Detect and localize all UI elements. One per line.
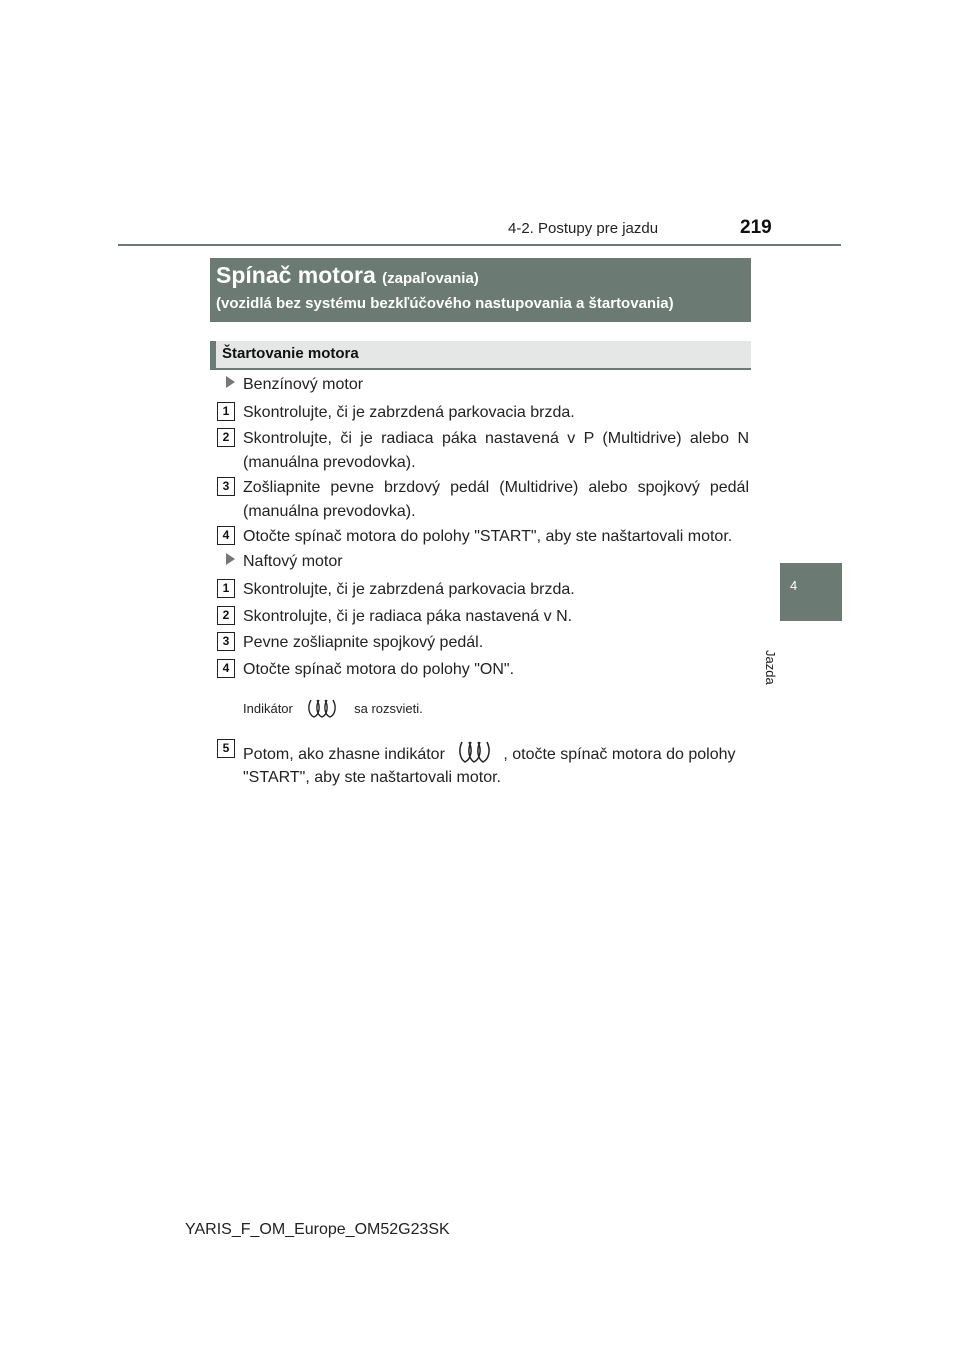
- diesel-step-1-number: 1: [217, 579, 235, 598]
- diesel-step-3-text: Pevne zošliapnite spojkový pedál.: [243, 634, 484, 651]
- page-title-qualifier: (vozidlá bez systému bezkľúčového nastupovania a štartovania): [216, 295, 674, 312]
- page-title-main: Spínač motora: [216, 262, 376, 288]
- header-divider: [118, 244, 841, 246]
- petrol-step-1-number: 1: [217, 402, 235, 421]
- chapter-label: Jazda: [763, 650, 778, 685]
- chapter-number: 4: [790, 578, 798, 593]
- page-title-sub: (zapaľovania): [382, 270, 479, 287]
- diesel-heading: Naftový motor: [226, 553, 343, 571]
- diesel-step-1-text: Skontrolujte, či je zabrzdená parkovacia brzda.: [243, 581, 575, 598]
- page-title: [216, 262, 479, 289]
- bullet-triangle-icon: [226, 553, 235, 565]
- petrol-step-3-text: Zošliapnite pevne brzdový pedál (Multidrive) alebo spojkový pedál (manuálna prevodovka).: [243, 479, 749, 520]
- document-code: YARIS_F_OM_Europe_OM52G23SK: [185, 1221, 450, 1238]
- petrol-heading: Benzínový motor: [226, 376, 363, 394]
- petrol-step-1-text: Skontrolujte, či je zabrzdená parkovacia brzda.: [243, 404, 575, 421]
- diesel-step-4-text: Otočte spínač motora do polohy "ON".: [243, 661, 515, 678]
- diesel-step-5-text: Potom, ako zhasne indikátor , otočte spínač motora do polohy: [243, 738, 749, 772]
- diesel-step-2-number: 2: [217, 606, 235, 625]
- diesel-step-3-number: 3: [217, 632, 235, 651]
- diesel-step-4-number: 4: [217, 659, 235, 678]
- bullet-triangle-icon: [226, 376, 235, 388]
- petrol-step-3-number: 3: [217, 477, 235, 496]
- petrol-step-2-text: Skontrolujte, či je radiaca páka nastavená v P (Multidrive) alebo N (manuálna prevodovka).: [243, 430, 749, 471]
- petrol-step-2-number: 2: [217, 428, 235, 447]
- subsection-title: Štartovanie motora: [222, 345, 359, 362]
- subsection-accent: [210, 341, 216, 370]
- section-title: 4-2. Postupy pre jazdu: [508, 220, 659, 237]
- diesel-step-5-number: 5: [217, 739, 235, 758]
- petrol-step-4-text: Otočte spínač motora do polohy "START", aby ste naštartovali motor.: [243, 528, 733, 545]
- diesel-step-5-text-line2: "START", aby ste naštartovali motor.: [243, 769, 501, 786]
- petrol-step-4-number: 4: [217, 526, 235, 545]
- diesel-step-2-text: Skontrolujte, či je radiaca páka nastavená v N.: [243, 608, 573, 625]
- glow-plug-indicator-icon: [307, 697, 341, 722]
- indicator-note: Indikátor sa rozsvieti.: [243, 697, 423, 722]
- page-number: 219: [740, 217, 772, 238]
